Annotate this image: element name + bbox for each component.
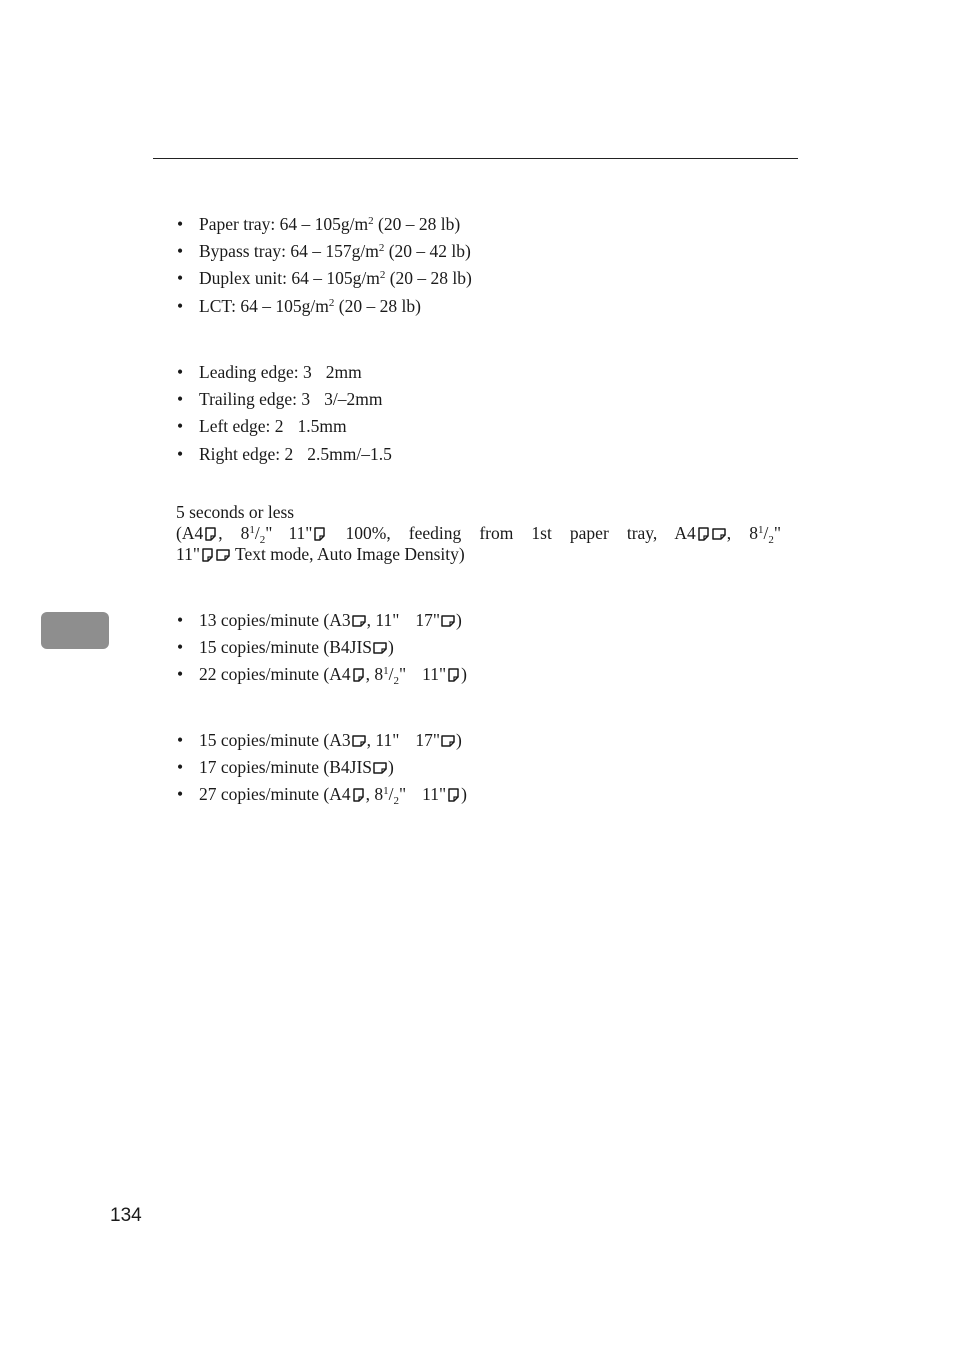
list-item: • Bypass tray: $64 - 157g/m^2$ (20 – 42 lb) <box>176 240 472 267</box>
paper-landscape-icon <box>216 548 230 562</box>
page-number: 134 <box>110 1205 142 1226</box>
header-rule <box>153 158 798 159</box>
margin-list <box>176 361 392 470</box>
paper-portrait-icon <box>204 527 217 541</box>
paper-portrait-icon <box>697 527 710 541</box>
list-item: • Leading edge: 3 2mm <box>176 361 392 388</box>
paper-landscape-icon <box>373 761 387 775</box>
list-item: • 15 copies/minute (B4JIS ) <box>176 636 467 663</box>
copy-speed-list-a <box>176 609 467 691</box>
first-copy-conditions-cont: 11" Text mode, Auto Image Density) <box>176 544 465 564</box>
paper-landscape-icon <box>352 614 366 628</box>
list-item: • Trailing edge: 3 3/–2mm <box>176 388 392 415</box>
list-item: • 17 copies/minute (B4JIS ) <box>176 756 467 783</box>
chapter-tab <box>41 612 109 649</box>
list-item: • LCT: $64 - 105g/m^2$ (20 – 28 lb) <box>176 295 472 322</box>
paper-weight-list <box>176 213 472 322</box>
list-item: • 27 copies/minute (A4 , $8^1/_2$" 11" ) <box>176 783 467 810</box>
list-item: • Right edge: 2 2.5mm/–1.5 <box>176 443 392 470</box>
paper-portrait-icon <box>352 668 365 682</box>
paper-portrait-icon <box>352 788 365 802</box>
paper-landscape-icon <box>712 527 726 541</box>
paper-portrait-icon <box>447 668 460 682</box>
paper-landscape-icon <box>441 734 455 748</box>
list-item: • Duplex unit: $64 - 105g/m^2$ (20 – 28 lb) <box>176 267 472 294</box>
list-item: • 13 copies/minute (A3 , 11" 17" ) <box>176 609 467 636</box>
first-copy-paragraph <box>176 502 781 565</box>
first-copy-conditions: (A4 , $8^1/_2$" 11" 100%, feeding from 1st paper tray, A4 , $8^1/_2$" <box>176 523 782 546</box>
paper-portrait-icon <box>313 527 326 541</box>
list-item: • Paper tray: $64 - 105g/m^2$ (20 – 28 lb) <box>176 213 472 240</box>
paper-landscape-icon <box>441 614 455 628</box>
paper-landscape-icon <box>352 734 366 748</box>
list-item: • 22 copies/minute (A4 , $8^1/_2$" 11" ) <box>176 663 467 690</box>
paper-landscape-icon <box>373 641 387 655</box>
paper-portrait-icon <box>447 788 460 802</box>
list-item: • 15 copies/minute (A3 , 11" 17" ) <box>176 729 467 756</box>
copy-speed-list-b <box>176 729 467 811</box>
list-item: • Left edge: 2 1.5mm <box>176 415 392 442</box>
first-copy-time: 5 seconds or less <box>176 502 295 522</box>
paper-portrait-icon <box>201 548 214 562</box>
